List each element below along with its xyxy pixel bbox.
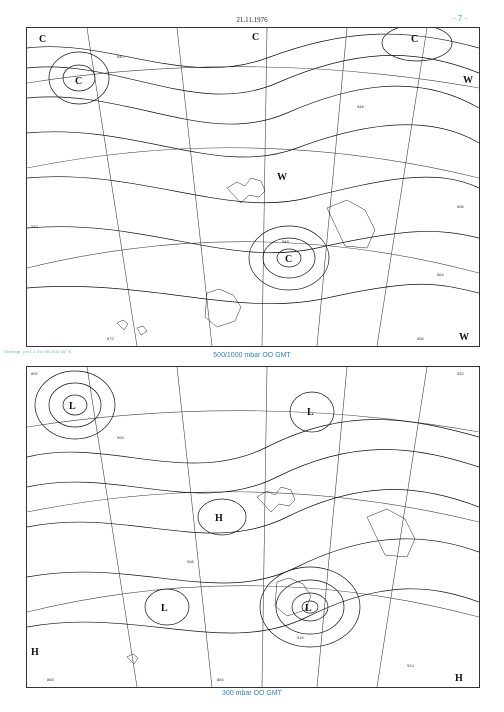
pressure-center-markers xyxy=(39,32,473,343)
map-top-svg xyxy=(27,28,479,346)
pressure-center-label: L xyxy=(307,407,314,418)
pressure-center-label: W xyxy=(277,172,287,183)
pressure-center-label: L xyxy=(161,603,168,614)
isoline-contours xyxy=(27,371,479,647)
coastlines xyxy=(127,487,415,664)
contour-value: 548 xyxy=(282,239,289,244)
pressure-center-label: H xyxy=(31,647,39,658)
pressure-center-label: H xyxy=(455,673,463,684)
pressure-center-label: L xyxy=(305,603,312,614)
contour-value: 572 xyxy=(107,336,114,341)
contour-value: 564 xyxy=(437,272,444,277)
contour-value: 900 xyxy=(117,435,124,440)
contour-value: 548 xyxy=(357,104,364,109)
pressure-center-label: C xyxy=(252,32,260,43)
pressure-center-label: C xyxy=(411,34,419,45)
grid-lines xyxy=(27,367,479,687)
map-500-1000-mbar xyxy=(26,27,480,347)
contour-value-labels xyxy=(31,54,464,341)
pressure-center-markers xyxy=(31,401,463,684)
isoline-contours xyxy=(27,28,479,304)
map-bottom-svg xyxy=(27,367,479,687)
pressure-center-label: C xyxy=(285,254,293,265)
page-number: - 7 - xyxy=(453,14,468,23)
contour-value: 556 xyxy=(417,336,424,341)
pressure-center-label: H xyxy=(215,513,223,524)
map-date: 21.11.1976 xyxy=(236,16,268,24)
contour-value: 884 xyxy=(217,677,224,682)
coastlines xyxy=(117,178,375,335)
pressure-center-label: W xyxy=(459,332,469,343)
contour-value: 868 xyxy=(47,677,54,682)
contour-value: 908 xyxy=(187,559,194,564)
contour-value: 932 xyxy=(457,371,464,376)
projection-note: Stereogr. proj. 1:30 000 000 60° N xyxy=(4,349,72,354)
contour-value: 556 xyxy=(457,204,464,209)
contour-value: 916 xyxy=(297,635,304,640)
map-caption-top: 500/1000 mbar OO GMT xyxy=(213,352,291,359)
pressure-center-label: W xyxy=(463,75,473,86)
contour-value: 892 xyxy=(31,371,38,376)
contour-value: 924 xyxy=(407,663,414,668)
pressure-center-label: C xyxy=(75,76,83,87)
map-300-mbar xyxy=(26,366,480,688)
map-caption-bottom: 300 mbar OO GMT xyxy=(222,690,282,697)
pressure-center-label: L xyxy=(69,401,76,412)
contour-value: 540 xyxy=(117,54,124,59)
pressure-center-label: C xyxy=(39,34,47,45)
contour-value: 532 xyxy=(31,224,38,229)
